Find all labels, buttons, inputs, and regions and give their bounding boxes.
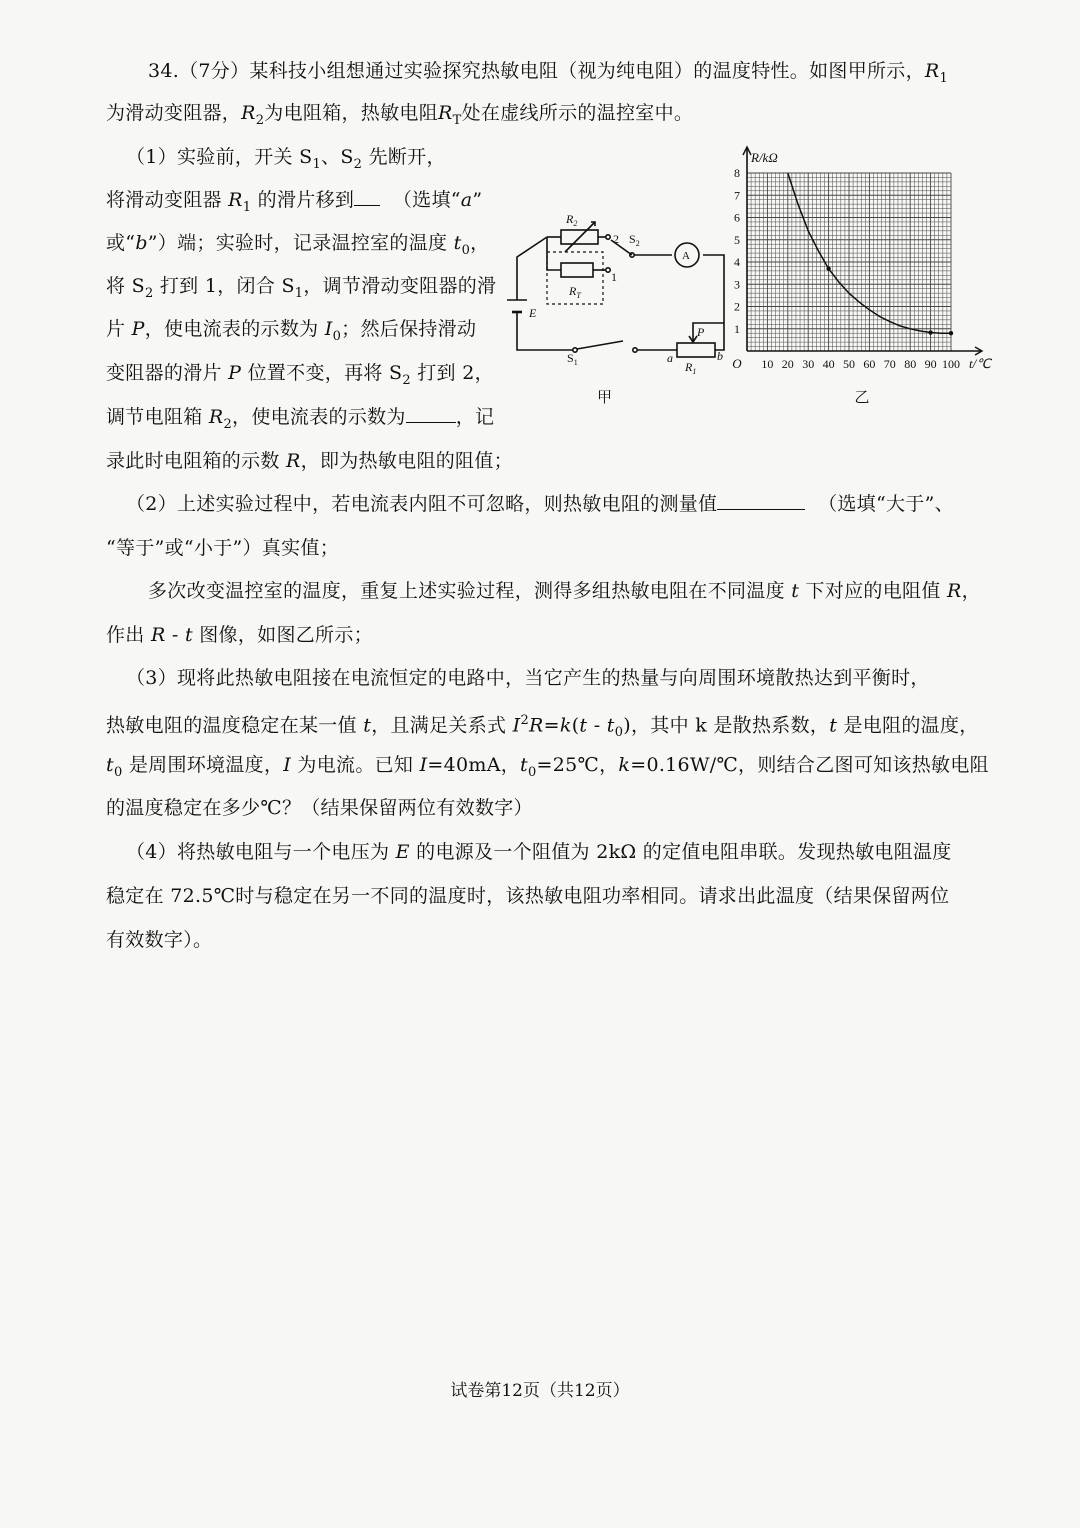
y-tick-label: 6 xyxy=(734,210,740,225)
rheostat-box xyxy=(677,343,715,357)
symbol: I xyxy=(512,714,521,737)
subscript: 2 xyxy=(223,416,233,432)
text: ” xyxy=(472,189,483,211)
s2-label: $S_2$ xyxy=(629,232,640,248)
text: 录此时电阻箱的示数 xyxy=(106,450,287,472)
symbol: P xyxy=(228,362,242,384)
part3-line-3 xyxy=(106,750,989,788)
terminal-1-label: 1 xyxy=(611,270,617,284)
text: 打到 1，闭合 S xyxy=(153,275,295,297)
text: ，记 xyxy=(455,406,495,428)
symbol: R xyxy=(924,60,940,82)
superscript: 2 xyxy=(520,713,530,728)
x-tick-label: 100 xyxy=(942,357,960,371)
battery-label: E xyxy=(529,306,537,320)
symbol: I xyxy=(283,754,292,776)
text: （4）将热敏电阻与一个电压为 xyxy=(126,841,396,863)
terminal-2-label: 2 xyxy=(613,232,619,246)
figure-caption-yi: 乙 xyxy=(854,390,870,406)
subscript: 0 xyxy=(332,328,342,344)
data-point xyxy=(826,266,830,270)
text: 是周围环境温度， xyxy=(122,754,284,776)
text: =0.16W/℃，则结合乙图可知该热敏电阻 xyxy=(630,754,989,776)
part3-line-4 xyxy=(106,793,533,823)
text: ”）端；实验时，记录温控室的温度 xyxy=(147,232,454,254)
x-tick-label: 30 xyxy=(802,357,815,371)
part1-line-8 xyxy=(106,446,513,476)
text: 34.（7分）某科技小组想通过实验探究热敏电阻（视为纯电阻）的温度特性。如图甲所示， xyxy=(148,60,925,82)
text: （3）现将此热敏电阻接在电流恒定的电路中，当它产生的热量与向周围环境散热达到平衡时， xyxy=(126,667,930,689)
symbol: t xyxy=(106,754,114,776)
text: 下对应的电阻值 xyxy=(799,580,947,602)
symbol: k xyxy=(618,754,631,776)
symbol: t xyxy=(579,714,588,737)
symbol: R xyxy=(946,580,962,602)
text: ，调节滑动变阻器的滑 xyxy=(303,275,497,297)
text: 是电阻的温度， xyxy=(837,714,979,737)
thermistor-box xyxy=(561,263,593,277)
text: 位置不变，再将 S xyxy=(241,362,403,384)
r2-label: $R_2$ xyxy=(566,212,578,228)
text: 图像，如图乙所示； xyxy=(192,624,373,646)
text: 处在虚线所示的温控室中。 xyxy=(461,102,694,124)
subscript: 1 xyxy=(312,156,322,172)
part1-line-3 xyxy=(106,228,489,266)
y-tick-label: 1 xyxy=(734,321,740,336)
text: 调节电阻箱 xyxy=(106,406,209,428)
text: 有效数字）。 xyxy=(106,929,213,951)
symbol: b xyxy=(135,232,148,254)
s1-blade xyxy=(577,341,623,349)
text: 热敏电阻的温度稳定在某一值 xyxy=(106,714,364,737)
x-tick-label: 60 xyxy=(863,357,876,371)
r-t-chart xyxy=(732,147,992,406)
ammeter-label: A xyxy=(682,250,690,262)
symbol: R xyxy=(228,189,243,211)
variable-arrow xyxy=(565,222,595,252)
x-tick-label: 10 xyxy=(761,357,774,371)
symbol: R xyxy=(286,450,301,472)
symbol: t xyxy=(520,754,528,776)
text: “等于”或“小于”）真实值； xyxy=(106,537,340,559)
symbol: t xyxy=(606,714,615,737)
symbol: E xyxy=(395,841,410,863)
part3-line-1 xyxy=(126,663,930,693)
y-tick-label: 5 xyxy=(734,232,740,247)
symbol: R xyxy=(241,102,256,124)
question-line-2 xyxy=(106,98,693,136)
x-axis-label: t/℃ xyxy=(969,356,991,371)
text: 片 xyxy=(106,318,132,340)
text: ，使电流表的示数为 xyxy=(144,318,325,340)
subscript: 2 xyxy=(353,156,363,172)
text: ，使电流表的示数为 xyxy=(232,406,406,428)
text: =40mA， xyxy=(427,754,521,776)
symbol: a xyxy=(460,189,473,211)
symbol: t xyxy=(791,580,800,602)
part2-line-1 xyxy=(126,489,954,519)
subscript: 0 xyxy=(113,764,123,780)
symbol: I xyxy=(419,754,428,776)
part1-line-4 xyxy=(106,271,496,309)
figure-panel xyxy=(505,140,1005,420)
answer-blank-2[interactable] xyxy=(406,404,456,423)
text: = xyxy=(543,714,560,737)
wire xyxy=(547,237,561,270)
subscript: 1 xyxy=(939,70,949,86)
subscript: 1 xyxy=(294,285,304,301)
terminal-a-label: a xyxy=(667,351,673,365)
data-point xyxy=(928,330,932,334)
text: - xyxy=(587,714,607,737)
part2-line-2 xyxy=(106,533,339,563)
text: 的滑片移到 xyxy=(251,189,355,211)
part4-line-3 xyxy=(106,925,212,955)
symbol: t xyxy=(184,624,193,646)
figure-caption-jia: 甲 xyxy=(597,390,613,406)
page-footer: 试卷第12页（共12页） xyxy=(450,1381,630,1401)
question-line-1 xyxy=(148,56,948,94)
text: ；然后保持滑动 xyxy=(341,318,477,340)
text: )，其中 k 是散热系数， xyxy=(623,714,830,737)
symbol: R xyxy=(208,406,224,428)
text: 将 S xyxy=(106,275,145,297)
text: （1）实验前，开关 S xyxy=(126,146,313,168)
text: 多次改变温控室的温度，重复上述实验过程，测得多组热敏电阻在不同温度 xyxy=(148,580,792,602)
text: 打到 2， xyxy=(410,362,494,384)
terminal-b-label: b xyxy=(717,349,723,363)
data-point xyxy=(949,331,953,335)
symbol: t xyxy=(363,714,372,737)
y-axis-label: R/kΩ xyxy=(751,150,778,165)
text: 或“ xyxy=(106,232,136,254)
text: =25℃， xyxy=(536,754,619,776)
x-tick-label: 40 xyxy=(822,357,835,371)
symbol: t xyxy=(453,232,462,254)
s1-right-dot xyxy=(633,348,637,352)
wire xyxy=(517,312,575,350)
r1-label: $R_1$ xyxy=(685,360,697,376)
part3-line-2 xyxy=(106,706,979,748)
part1-line-6 xyxy=(106,358,494,396)
text: 作出 xyxy=(106,624,151,646)
y-tick-label: 4 xyxy=(734,255,740,269)
y-tick-label: 2 xyxy=(734,299,740,314)
x-tick-label: 80 xyxy=(904,357,917,371)
text: 变阻器的滑片 xyxy=(106,362,229,384)
middle-line-1 xyxy=(148,576,981,606)
x-tick-label: 70 xyxy=(883,357,896,371)
slider-p-label: P xyxy=(697,325,705,339)
text: ( xyxy=(571,714,580,737)
text: ， xyxy=(961,580,981,602)
symbol: R xyxy=(529,714,544,737)
text: 为电阻箱，热敏电阻 xyxy=(264,102,438,124)
answer-blank-1[interactable] xyxy=(354,187,380,206)
s1-label: $S_1$ xyxy=(567,351,578,367)
y-tick-label: 8 xyxy=(734,166,740,180)
text: 为滑动变阻器， xyxy=(106,102,242,124)
y-tick-label: 7 xyxy=(734,188,740,203)
text: 将滑动变阻器 xyxy=(106,189,229,211)
part4-line-2 xyxy=(106,881,949,911)
symbol: R xyxy=(150,624,166,646)
text: （2）上述实验过程中，若电流表内阻不可忽略，则热敏电阻的测量值 xyxy=(126,493,718,515)
subscript: 0 xyxy=(527,764,537,780)
text: 、S xyxy=(321,146,354,168)
subscript: 2 xyxy=(402,372,411,388)
text: 为电流。已知 xyxy=(291,754,420,776)
symbol: k xyxy=(559,714,572,737)
subscript: 2 xyxy=(255,112,265,128)
symbol: I xyxy=(324,318,333,340)
symbol: R xyxy=(438,102,453,124)
symbol: P xyxy=(131,318,145,340)
text: （选填“大于”、 xyxy=(818,493,954,515)
symbol: t xyxy=(829,714,838,737)
origin-label: O xyxy=(732,356,742,371)
x-tick-label: 50 xyxy=(843,357,855,371)
text: ，即为热敏电阻的阻值； xyxy=(300,450,513,472)
y-tick-label: 3 xyxy=(734,277,740,292)
subscript: 2 xyxy=(144,285,154,301)
text: 先断开， xyxy=(362,146,446,168)
text: 的电源及一个阻值为 2kΩ 的定值电阻串联。发现热敏电阻温度 xyxy=(409,841,952,863)
text: - xyxy=(165,624,185,646)
part1-line-1 xyxy=(126,142,446,180)
x-tick-label: 90 xyxy=(924,357,937,371)
rt-label: $R_T$ xyxy=(569,284,581,300)
text: 稳定在 72.5℃时与稳定在另一不同的温度时，该热敏电阻功率相同。请求出此温度（结果保留两位 xyxy=(106,885,950,907)
subscript: 1 xyxy=(242,199,252,215)
wire xyxy=(517,237,547,300)
text: 的温度稳定在多少℃？（结果保留两位有效数字） xyxy=(106,797,533,819)
text: ， xyxy=(470,232,490,254)
wire xyxy=(703,255,724,350)
part1-line-2 xyxy=(106,185,482,223)
text: （选填“ xyxy=(392,189,461,211)
subscript: 0 xyxy=(461,242,471,258)
part1-line-7 xyxy=(106,402,494,440)
answer-blank-3[interactable] xyxy=(717,491,805,510)
text: ，且满足关系式 xyxy=(371,714,513,737)
subscript: 0 xyxy=(614,725,624,741)
part1-line-5 xyxy=(106,314,476,352)
terminal-1-dot xyxy=(606,268,610,272)
middle-line-2 xyxy=(106,620,373,650)
terminal-2-dot xyxy=(606,235,610,239)
subscript: T xyxy=(452,112,462,128)
x-tick-label: 20 xyxy=(781,357,794,371)
part4-line-1 xyxy=(126,837,952,867)
